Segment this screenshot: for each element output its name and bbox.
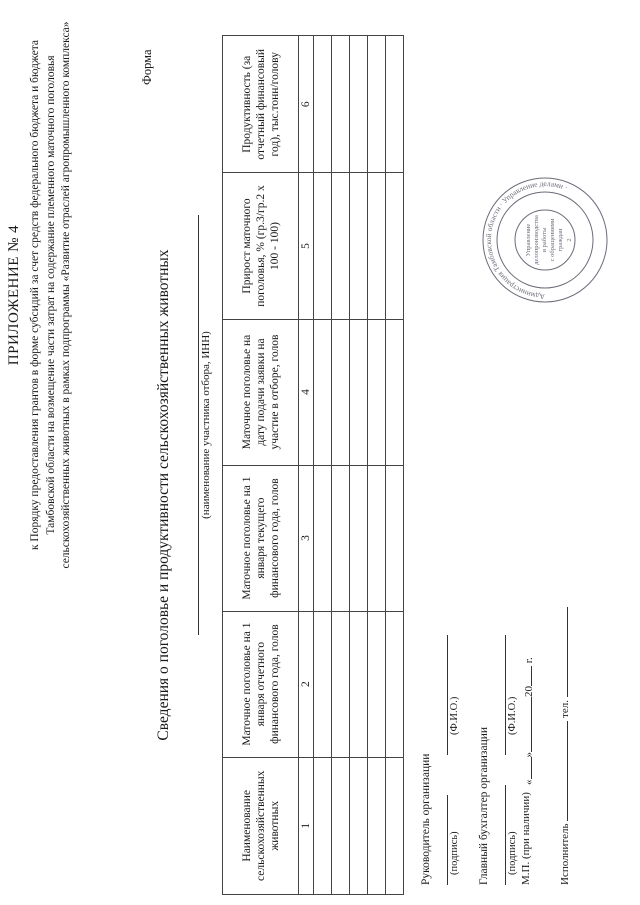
date-open-quote: « — [523, 779, 535, 785]
accountant-signature-line[interactable] — [505, 785, 506, 885]
table-cell[interactable] — [386, 36, 404, 174]
executor-label: Исполнитель — [559, 823, 571, 885]
phone-blank[interactable] — [556, 607, 568, 697]
table-cell[interactable] — [350, 465, 368, 611]
stamp-ring-text: Администрация Тамбовской области · Управление делами · — [483, 178, 570, 302]
table-cell[interactable] — [350, 611, 368, 757]
column-header: Продуктивность (за отчетный финансовый год), тыс.тонн/голову — [223, 36, 299, 174]
column-header: Маточное поголовье на 1 января отчетного финансового года, голов — [223, 611, 299, 757]
date-close-quote: » — [523, 752, 535, 758]
column-number: 4 — [299, 319, 314, 465]
table-row — [350, 36, 368, 895]
phone-label: тел. — [559, 700, 571, 718]
table-cell[interactable] — [386, 757, 404, 894]
fio-caption: (Ф.И.О.) — [507, 696, 518, 735]
table-cell[interactable] — [386, 465, 404, 611]
table-cell[interactable] — [314, 173, 332, 319]
table-cell[interactable] — [368, 465, 386, 611]
stamp-text-line: и работы — [541, 227, 548, 253]
stamp-text-line: с обращениями — [549, 218, 556, 262]
seal-label: М.П. (при наличии) — [520, 792, 532, 885]
table-cell[interactable] — [350, 36, 368, 174]
fio-caption: (Ф.И.О.) — [449, 696, 460, 735]
signature-caption: (подпись) — [449, 831, 460, 875]
date-month-blank[interactable] — [520, 697, 532, 752]
table-row — [386, 36, 404, 895]
table-cell[interactable] — [386, 173, 404, 319]
table-cell[interactable] — [350, 319, 368, 465]
stamp-number: 2 — [566, 238, 573, 242]
appendix-title: ПРИЛОЖЕНИЕ № 4 — [6, 224, 22, 366]
table-cell[interactable] — [368, 319, 386, 465]
column-header: Наименование сельскохозяйственных животных — [223, 757, 299, 894]
date-year-suffix: г. — [523, 657, 535, 664]
table-row — [332, 36, 350, 895]
table-header-row — [223, 36, 299, 895]
table-cell[interactable] — [314, 36, 332, 174]
table-cell[interactable] — [332, 36, 350, 174]
table-cell[interactable] — [332, 173, 350, 319]
form-label: Форма — [140, 49, 154, 85]
accountant-fio-line[interactable] — [505, 635, 506, 755]
table-cell[interactable] — [314, 319, 332, 465]
date-day-blank[interactable] — [520, 758, 532, 780]
table-row — [314, 36, 332, 895]
table-cell[interactable] — [314, 611, 332, 757]
column-header: Маточное поголовье на дату подачи заявки на участие в отборе, голов — [223, 319, 299, 465]
table-cell[interactable] — [386, 319, 404, 465]
column-header: Маточное поголовье на 1 января текущего финансового года, голов — [223, 465, 299, 611]
table-cell[interactable] — [368, 36, 386, 174]
date-century: 20 — [523, 686, 535, 697]
column-number: 3 — [299, 465, 314, 611]
chief-accountant-label: Главный бухгалтер организации — [478, 726, 490, 885]
date-year-blank[interactable] — [520, 666, 532, 686]
signature-caption: (подпись) — [507, 831, 518, 875]
table-cell[interactable] — [314, 757, 332, 894]
participant-caption: (наименование участника отбора, ИНН) — [200, 331, 212, 519]
table-cell[interactable] — [350, 757, 368, 894]
table-cell[interactable] — [368, 757, 386, 894]
column-number: 6 — [299, 36, 314, 174]
table-row — [368, 36, 386, 895]
stamp-text-line: граждан — [557, 228, 564, 252]
appendix-note: к Порядку предоставления грантов в форме субсидий за счет средств федерального бюджета и бюджета Тамбовской области на возмещение части затрат на содержание племенного маточного поголовья сельскохозяйственных животных в рамках подпрограммы «Развитие отраслей агропромышленного комплекса» — [29, 21, 72, 569]
column-number-row — [299, 36, 314, 895]
table-cell[interactable] — [368, 173, 386, 319]
table-cell[interactable] — [386, 611, 404, 757]
executor-row — [556, 607, 571, 885]
head-of-organization-label: Руководитель организации — [420, 753, 432, 885]
table-cell[interactable] — [350, 173, 368, 319]
table-cell[interactable] — [332, 319, 350, 465]
stamp-text-line: Управление — [525, 223, 532, 257]
stamp-text-line: делопроизводства — [533, 215, 540, 265]
executor-name-blank[interactable] — [556, 721, 568, 821]
head-signature-line[interactable] — [447, 795, 448, 885]
official-stamp — [480, 175, 610, 305]
table-cell[interactable] — [332, 757, 350, 894]
head-fio-line[interactable] — [447, 635, 448, 755]
table-cell[interactable] — [332, 611, 350, 757]
date-field[interactable] — [520, 657, 535, 785]
column-number: 5 — [299, 173, 314, 319]
participant-field-line[interactable] — [198, 215, 199, 635]
table-cell[interactable] — [314, 465, 332, 611]
table-cell[interactable] — [368, 611, 386, 757]
column-number: 2 — [299, 611, 314, 757]
table-cell[interactable] — [332, 465, 350, 611]
column-header: Прирост маточного поголовья, % (гр.3/гр.2 х 100 - 100) — [223, 173, 299, 319]
column-number: 1 — [299, 757, 314, 894]
document-title: Сведения о поголовье и продуктивности сельскохозяйственных животных — [155, 249, 172, 741]
livestock-table — [222, 35, 404, 895]
